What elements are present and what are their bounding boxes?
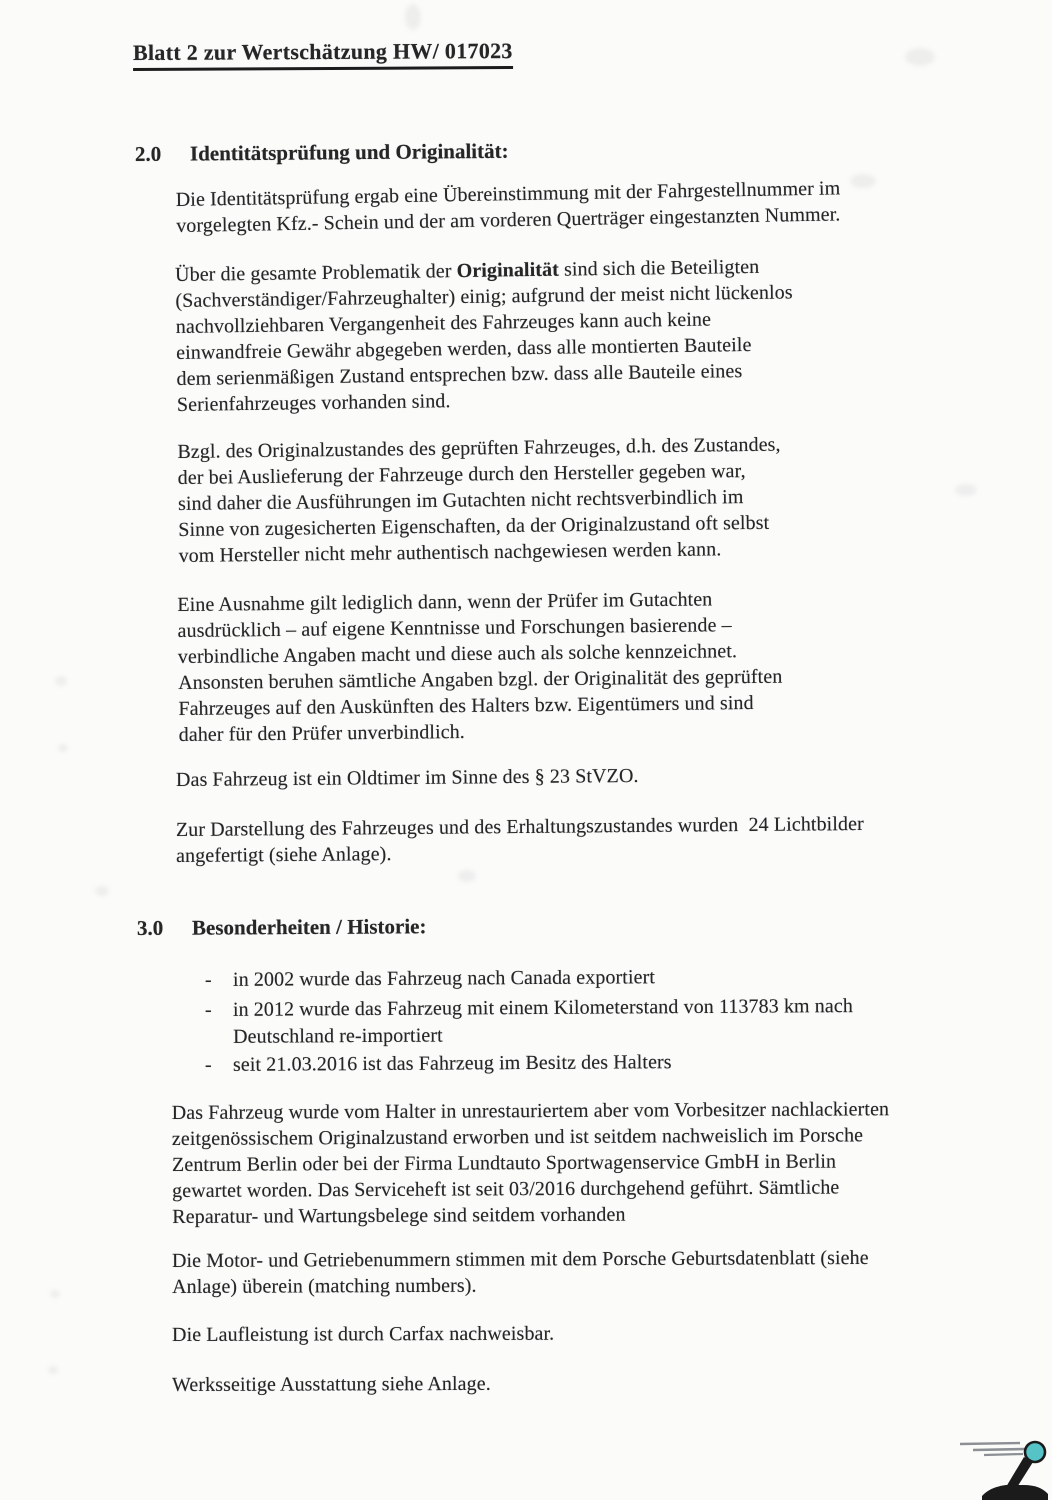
text-line: verbindliche Angaben macht und diese auch als solche kennzeichnet. [177, 640, 738, 669]
text-line: der bei Auslieferung der Fahrzeuge durch den Hersteller gegeben war, [177, 460, 746, 490]
text-line: ausdrücklich – auf eigene Kenntnisse und Forschungen basierende – [177, 614, 732, 643]
bullet-dash: - [204, 968, 212, 991]
text-line: in 2012 wurde das Fahrzeug mit einem Kilometerstand von 113783 km nach [232, 995, 854, 1021]
text-line: nachvollziehbaren Vergangenheit des Fahrzeuges kann auch keine [175, 308, 712, 339]
text-line: dem serienmäßigen Zustand entsprechen bzw. dass alle Bauteile eines [176, 360, 743, 390]
section-number: 3.0 [136, 915, 164, 940]
scan-smudge [405, 4, 421, 30]
paragraph [176, 811, 864, 869]
list-item [205, 1049, 672, 1079]
page-header [133, 38, 513, 71]
text-line: Anlage) überein (matching numbers). [172, 1274, 477, 1298]
text-line: Sinne von zugesicherten Eigenschaften, da der Originalzustand oft selbst [178, 511, 770, 541]
paragraph [177, 586, 783, 748]
paragraph [177, 432, 782, 569]
text-line: seit 21.03.2016 ist das Fahrzeug im Besitz des Halters [232, 1051, 672, 1076]
scan-smudge [905, 48, 935, 66]
bullet-dash: - [204, 1053, 212, 1076]
section-number: 2.0 [134, 141, 162, 166]
paragraph [172, 1321, 554, 1348]
bullet-dash: - [204, 998, 212, 1022]
paragraph [176, 175, 841, 239]
section-title: Identitätsprüfung und Originalität: [189, 138, 509, 166]
text-line: Zur Darstellung des Fahrzeuges und des Erhaltungszustandes wurden 24 Lichtbilder [175, 812, 864, 842]
paragraph [172, 1245, 869, 1300]
logo-base [982, 1485, 1048, 1500]
section-2-heading [135, 139, 509, 167]
text-line: Bzgl. des Originalzustandes des geprüften Fahrzeuges, d.h. des Zustandes, [177, 433, 781, 464]
text-line: Serienfahrzeuges vorhanden sind. [176, 390, 451, 416]
scan-smudge [55, 676, 67, 686]
scan-smudge [95, 886, 109, 896]
scan-smudge [58, 744, 68, 752]
text-line: (Sachverständiger/Fahrzeughalter) einig; aufgrund der meist nicht lückenlos [175, 281, 793, 313]
paragraph [172, 1096, 890, 1230]
paragraph [176, 763, 639, 793]
text-line: Über die gesamte Problematik der Originalität sind sich die Beteiligten [174, 255, 760, 287]
scan-smudge [458, 870, 476, 882]
list-item [205, 964, 655, 994]
section-3-heading [137, 914, 427, 941]
text-line: daher für den Prüfer unverbindlich. [178, 721, 465, 746]
text-line: Fahrzeuges auf den Auskünften des Halters bzw. Eigentümers und sind [178, 691, 754, 720]
text-line: Die Laufleistung ist durch Carfax nachweisbar. [171, 1322, 555, 1346]
text-line: vorgelegten Kfz.- Schein und der am vorderen Querträger eingestanzten Nummer. [176, 203, 841, 237]
text-line: sind daher die Ausführungen im Gutachten nicht rechtsverbindlich im [177, 486, 744, 515]
text-line: Ansonsten beruhen sämtliche Angaben bzgl. der Originalität des geprüften [178, 665, 783, 694]
text-line: gewartet worden. Das Serviceheft ist seit 03/2016 durchgehend geführt. Sämtliche [172, 1176, 840, 1202]
text-line: angefertigt (siehe Anlage). [176, 843, 392, 867]
text-line: Deutschland re-importiert [233, 1024, 443, 1048]
document-title: Blatt 2 zur Wertschätzung HW/ 017023 [133, 38, 513, 71]
magnifier-lamp-logo [948, 1430, 1052, 1500]
scan-smudge [50, 1290, 60, 1298]
text-line: einwandfreie Gewähr abgegeben werden, dass alle montierten Bauteile [176, 333, 752, 364]
text-line: Zentrum Berlin oder bei der Firma Lundtauto Sportwagenservice GmbH in Berlin [171, 1150, 837, 1176]
speed-line [973, 1449, 1025, 1450]
section-title: Besonderheiten / Historie: [191, 914, 427, 940]
text-line: Das Fahrzeug wurde vom Halter in unrestauriertem aber vom Vorbesitzer nachlackierten [171, 1098, 890, 1125]
paragraph [172, 1371, 491, 1398]
text-line: Das Fahrzeug ist ein Oldtimer im Sinne des § 23 StVZO. [175, 764, 639, 791]
text-line: Die Motor- und Getriebenummern stimmen mit dem Porsche Geburtsdatenblatt (siehe [171, 1246, 869, 1272]
speed-line [960, 1443, 1020, 1444]
magnifier-lens [1025, 1442, 1045, 1462]
speed-line [984, 1454, 1023, 1455]
text-line: in 2002 wurde das Fahrzeug nach Canada exportiert [232, 966, 656, 991]
text-line: zeitgenössischem Originalzustand erworben und ist seitdem nachweislich im Porsche [171, 1124, 864, 1151]
text-line: Reparatur- und Wartungsbelege sind seitdem vorhanden [172, 1203, 626, 1228]
list-item [205, 993, 853, 1051]
bold-term: Originalität [456, 258, 560, 283]
text-line: vom Hersteller nicht mehr authentisch nachgewiesen werden kann. [178, 538, 722, 567]
scan-smudge [955, 484, 977, 496]
text-line: Werksseitige Ausstattung siehe Anlage. [171, 1372, 491, 1396]
scan-smudge [850, 174, 876, 188]
paragraph [175, 253, 794, 418]
text-line: Eine Ausnahme gilt lediglich dann, wenn der Prüfer im Gutachten [177, 588, 713, 617]
scan-smudge [48, 1366, 58, 1374]
text-line: Die Identitätsprüfung ergab eine Übereinstimmung mit der Fahrgestellnummer im [175, 177, 841, 212]
